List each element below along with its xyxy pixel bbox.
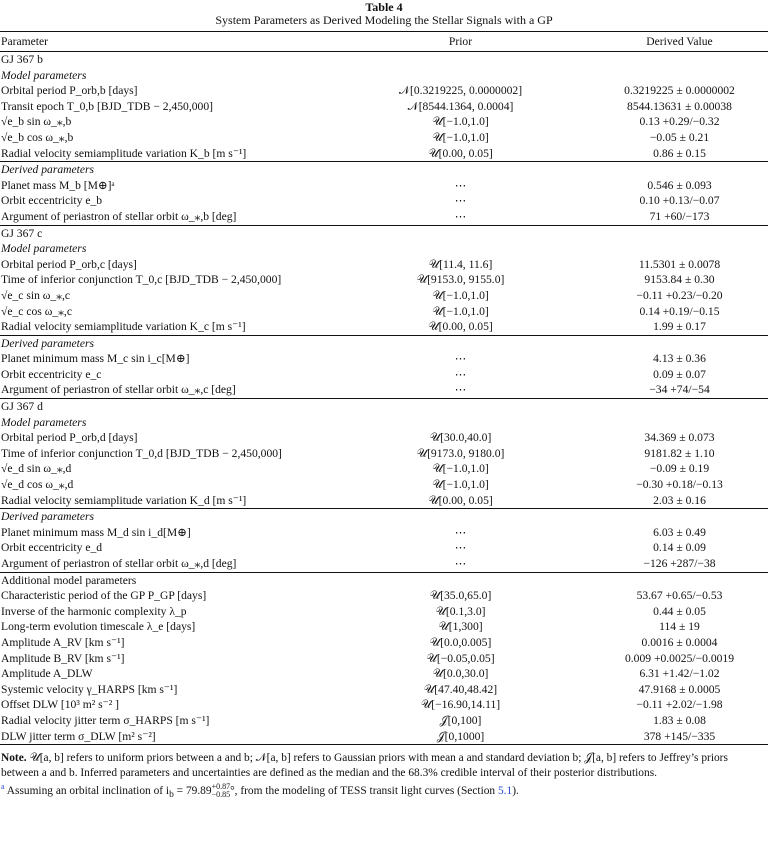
prior-cell: ⋯ — [454, 352, 467, 366]
subsection-heading: Model parameters — [1, 415, 87, 429]
derived-value-cell: 0.44 ± 0.05 — [653, 604, 706, 618]
subsection-heading: Model parameters — [1, 68, 87, 82]
table-row — [0, 635, 768, 651]
parameter-cell: Planet mass M_b [M⊕]ᵃ — [1, 178, 115, 192]
table-row — [0, 729, 768, 745]
derived-value-cell: −0.30 +0.18/−0.13 — [636, 478, 723, 492]
derived-value-cell: −34 +74/−54 — [649, 383, 710, 397]
table-row — [0, 114, 768, 130]
parameter-cell: Planet minimum mass M_c sin i_c[M⊕] — [1, 352, 190, 366]
section-heading: GJ 367 b — [0, 52, 768, 68]
section-heading-row — [0, 399, 768, 415]
derived-value-cell: 1.83 ± 0.08 — [653, 713, 706, 727]
derived-value-cell: 6.31 +1.42/−1.02 — [639, 667, 720, 681]
parameters-table — [0, 31, 768, 745]
derived-value-cell: 47.9168 ± 0.0005 — [638, 682, 721, 696]
parameter-cell: Transit epoch T_0,b [BJD_TDB − 2,450,000] — [1, 99, 214, 113]
table-row — [0, 193, 768, 209]
table-row — [0, 99, 768, 115]
derived-value-cell: 9153.84 ± 0.30 — [644, 273, 715, 287]
parameter-cell: √e_d cos ω_⁎,d — [1, 478, 74, 492]
table-row — [0, 477, 768, 493]
parameter-cell: Radial velocity jitter term σ_HARPS [m s⁻¹] — [1, 713, 210, 727]
footnote-upper: +0.87 — [211, 782, 231, 792]
derived-value-cell: 0.14 ± 0.09 — [653, 541, 706, 555]
prior-cell: 𝒩[8544.1364, 0.0004] — [407, 99, 514, 113]
prior-cell: 𝒰[0.00, 0.05] — [428, 493, 493, 507]
prior-cell: ⋯ — [454, 367, 467, 381]
table-row — [0, 288, 768, 304]
prior-cell: 𝒰[−1.0,1.0] — [432, 130, 489, 144]
subsection-heading-row — [0, 241, 768, 257]
table-row — [0, 367, 768, 383]
table-row — [0, 272, 768, 288]
derived-value-cell: 6.03 ± 0.49 — [653, 525, 706, 539]
derived-value-cell: 1.99 ± 0.17 — [653, 320, 706, 334]
table-row — [0, 257, 768, 273]
footnote-text-after: °, from the modeling of TESS transit light curves (Section — [230, 784, 498, 797]
parameter-cell: Planet minimum mass M_d sin i_d[M⊕] — [1, 525, 191, 539]
parameter-cell: Argument of periastron of stellar orbit ω_⁎,d [deg] — [1, 557, 237, 570]
prior-cell: 𝒰[0.1,3.0] — [435, 604, 486, 618]
footnote-lower: −0.85 — [211, 790, 231, 800]
table-row — [0, 525, 768, 541]
derived-value-cell: 0.86 ± 0.15 — [653, 146, 706, 160]
derived-value-cell: 9181.82 ± 1.10 — [644, 446, 715, 460]
derived-value-cell: −0.11 +0.23/−0.20 — [636, 288, 723, 302]
prior-cell: 𝒩[0.3219225, 0.0000002] — [398, 84, 523, 98]
prior-cell: 𝒰[0.0,0.005] — [429, 635, 492, 649]
prior-cell: 𝒥[0,100] — [439, 713, 482, 727]
table-row — [0, 666, 768, 682]
section-heading-row — [0, 572, 768, 588]
parameter-cell: Amplitude A_DLW — [1, 667, 93, 681]
prior-cell: ⋯ — [454, 383, 467, 397]
derived-value-cell: 0.14 +0.19/−0.15 — [639, 304, 720, 318]
column-header-prior: Prior — [330, 32, 590, 52]
table-row — [0, 446, 768, 462]
footnote-text-mid: = 79.89 — [173, 784, 212, 797]
footnote-close: ). — [512, 784, 519, 797]
derived-value-cell: −126 +287/−38 — [643, 557, 716, 570]
subsection-heading-row — [0, 415, 768, 431]
parameter-cell: √e_d sin ω_⁎,d — [1, 462, 72, 476]
prior-cell: 𝒰[35.0,65.0] — [429, 589, 492, 603]
derived-value-cell: 53.67 +0.65/−0.53 — [636, 589, 723, 603]
table-row — [0, 319, 768, 335]
table-row — [0, 556, 768, 572]
derived-value-cell: 8544.13631 ± 0.00038 — [627, 99, 732, 113]
subsection-heading: Derived parameters — [0, 335, 768, 351]
table-row — [0, 713, 768, 729]
parameter-cell: Amplitude A_RV [km s⁻¹] — [1, 635, 125, 649]
parameter-cell: Orbit eccentricity e_c — [1, 367, 102, 381]
derived-value-cell: 2.03 ± 0.16 — [653, 493, 706, 507]
table-number: Table 4 — [365, 0, 403, 14]
table-row — [0, 604, 768, 620]
table-row — [0, 493, 768, 509]
derived-value-cell: 0.009 +0.0025/−0.0019 — [624, 651, 735, 665]
table-row — [0, 83, 768, 99]
prior-cell: 𝒰[9153.0, 9155.0] — [416, 273, 505, 287]
parameter-cell: Time of inferior conjunction T_0,c [BJD_TDB − 2,450,000] — [1, 273, 282, 287]
note-label: Note. — [1, 752, 27, 765]
derived-value-cell: 0.0016 ± 0.0004 — [641, 635, 718, 649]
parameter-cell: Inverse of the harmonic complexity λ_p — [1, 604, 187, 618]
prior-cell: 𝒰[−1.0,1.0] — [432, 478, 489, 492]
derived-value-cell: 0.3219225 ± 0.0000002 — [624, 84, 735, 98]
table-body — [0, 52, 768, 745]
subsection-heading: Derived parameters — [0, 509, 768, 525]
section-heading: GJ 367 c — [0, 225, 768, 241]
subsection-heading-row — [0, 162, 768, 178]
prior-cell: 𝒰[−16.90,14.11] — [420, 698, 501, 712]
column-header-parameter: Parameter — [0, 32, 330, 52]
prior-cell: 𝒰[−1.0,1.0] — [432, 115, 489, 129]
derived-value-cell: 378 +145/−335 — [590, 729, 768, 745]
table-row — [0, 430, 768, 446]
parameter-cell: Radial velocity semiamplitude variation K_d [m s⁻¹] — [1, 493, 247, 507]
derived-value-cell: −0.11 +2.02/−1.98 — [636, 698, 723, 712]
parameter-cell: Orbital period P_orb,c [days] — [1, 257, 137, 271]
prior-cell: 𝒰[30.0,40.0] — [429, 431, 492, 445]
prior-cell: 𝒰[0.00, 0.05] — [428, 146, 493, 160]
table-row — [0, 588, 768, 604]
derived-value-cell: 11.5301 ± 0.0078 — [638, 257, 721, 271]
table-row — [0, 697, 768, 713]
footnote-text-before: Assuming an orbital inclination of i — [6, 784, 170, 797]
derived-value-cell: 0.546 ± 0.093 — [647, 178, 712, 192]
column-header-derived-value: Derived Value — [590, 32, 768, 52]
section-heading-row — [0, 52, 768, 68]
parameter-cell: Long-term evolution timescale λ_e [days] — [1, 620, 196, 634]
prior-cell: 𝒥[0,1000] — [330, 729, 590, 745]
table-row — [0, 209, 768, 225]
table-note — [0, 751, 768, 780]
subsection-heading-row — [0, 335, 768, 351]
prior-cell: 𝒰[−0.05,0.05] — [426, 651, 495, 665]
table-row — [0, 382, 768, 398]
footnote-sub: b — [169, 790, 174, 801]
prior-cell: 𝒰[−1.0,1.0] — [432, 288, 489, 302]
parameter-cell: Orbit eccentricity e_b — [1, 194, 103, 208]
parameter-cell: Argument of periastron of stellar orbit ω_⁎,c [deg] — [1, 383, 236, 397]
prior-cell: 𝒰[9173.0, 9180.0] — [416, 446, 505, 460]
footnote-mark: a — [1, 782, 5, 792]
parameter-cell: √e_b sin ω_⁎,b — [1, 115, 72, 129]
table-row — [0, 304, 768, 320]
section-heading: Additional model parameters — [0, 572, 768, 588]
footnote — [0, 780, 768, 802]
prior-cell: 𝒰[0.0,30.0] — [432, 667, 489, 681]
section-heading: GJ 367 d — [0, 399, 768, 415]
derived-value-cell: −0.05 ± 0.21 — [649, 130, 710, 144]
table-caption — [0, 0, 768, 27]
parameter-cell: Radial velocity semiamplitude variation K_b [m s⁻¹] — [1, 146, 247, 160]
prior-cell: 𝒰[47.40,48.42] — [423, 682, 498, 696]
table-row — [0, 146, 768, 162]
prior-cell: 𝒰[1,300] — [438, 620, 483, 634]
derived-value-cell: 71 +60/−173 — [649, 209, 710, 223]
parameter-cell: Orbital period P_orb,b [days] — [1, 84, 138, 98]
prior-cell: 𝒰[0.00, 0.05] — [428, 320, 493, 334]
section-heading-row — [0, 225, 768, 241]
table-header-row — [0, 32, 768, 52]
derived-value-cell: 114 ± 19 — [659, 620, 700, 634]
parameter-cell: √e_c cos ω_⁎,c — [1, 304, 72, 318]
subsection-heading: Model parameters — [1, 242, 87, 256]
subsection-heading-row — [0, 509, 768, 525]
derived-value-cell: 4.13 ± 0.36 — [653, 352, 706, 366]
parameter-cell: Systemic velocity γ_HARPS [km s⁻¹] — [1, 682, 178, 696]
table-row — [0, 619, 768, 635]
parameter-cell: Argument of periastron of stellar orbit ω_⁎,b [deg] — [1, 209, 237, 223]
prior-cell: 𝒰[−1.0,1.0] — [432, 304, 489, 318]
derived-value-cell: 34.369 ± 0.073 — [644, 431, 715, 445]
section-link[interactable]: 5.1 — [497, 784, 513, 797]
parameter-cell: Time of inferior conjunction T_0,d [BJD_TDB − 2,450,000] — [1, 446, 282, 460]
derived-value-cell: 0.13 +0.29/−0.32 — [639, 115, 720, 129]
derived-value-cell: −0.09 ± 0.19 — [649, 462, 710, 476]
prior-cell: ⋯ — [454, 541, 467, 555]
prior-cell: ⋯ — [454, 557, 467, 570]
derived-value-cell: 0.10 +0.13/−0.07 — [639, 194, 720, 208]
prior-cell: ⋯ — [454, 194, 467, 208]
prior-cell: ⋯ — [454, 178, 467, 192]
parameter-cell: Radial velocity semiamplitude variation K_c [m s⁻¹] — [1, 320, 246, 334]
parameter-cell: Characteristic period of the GP P_GP [days] — [1, 589, 207, 603]
parameter-cell: Offset DLW [10³ m² s⁻² ] — [1, 698, 119, 712]
table-row — [0, 540, 768, 556]
parameter-cell: √e_b cos ω_⁎,b — [1, 130, 74, 144]
prior-cell: ⋯ — [454, 209, 467, 223]
table-row — [0, 682, 768, 698]
prior-cell: 𝒰[11.4, 11.6] — [428, 257, 493, 271]
parameter-cell: Orbit eccentricity e_d — [1, 541, 103, 555]
table-row — [0, 651, 768, 667]
prior-cell: ⋯ — [454, 525, 467, 539]
parameter-cell: √e_c sin ω_⁎,c — [1, 288, 71, 302]
table-row — [0, 461, 768, 477]
parameter-cell: Amplitude B_RV [km s⁻¹] — [1, 651, 125, 665]
table-row — [0, 178, 768, 194]
subsection-heading-row — [0, 68, 768, 84]
parameter-cell: DLW jitter term σ_DLW [m² s⁻²] — [0, 729, 330, 745]
table-row — [0, 351, 768, 367]
subsection-heading: Derived parameters — [0, 162, 768, 178]
prior-cell: 𝒰[−1.0,1.0] — [432, 462, 489, 476]
note-text: 𝒰[a, b] refers to uniform priors between a and b; 𝒩[a, b] refers to Gaussian priors with mean a and standard deviation b; 𝒥[a, b] refers to Jeffrey’s priors between a and b. Inferred parameters and uncertainties are defined as the median and the 68.3% credible interval of their posterior distributions. — [1, 752, 728, 779]
table-row — [0, 130, 768, 146]
derived-value-cell: 0.09 ± 0.07 — [653, 367, 706, 381]
parameter-cell: Orbital period P_orb,d [days] — [1, 431, 138, 445]
table-title: System Parameters as Derived Modeling the Stellar Signals with a GP — [215, 13, 553, 27]
